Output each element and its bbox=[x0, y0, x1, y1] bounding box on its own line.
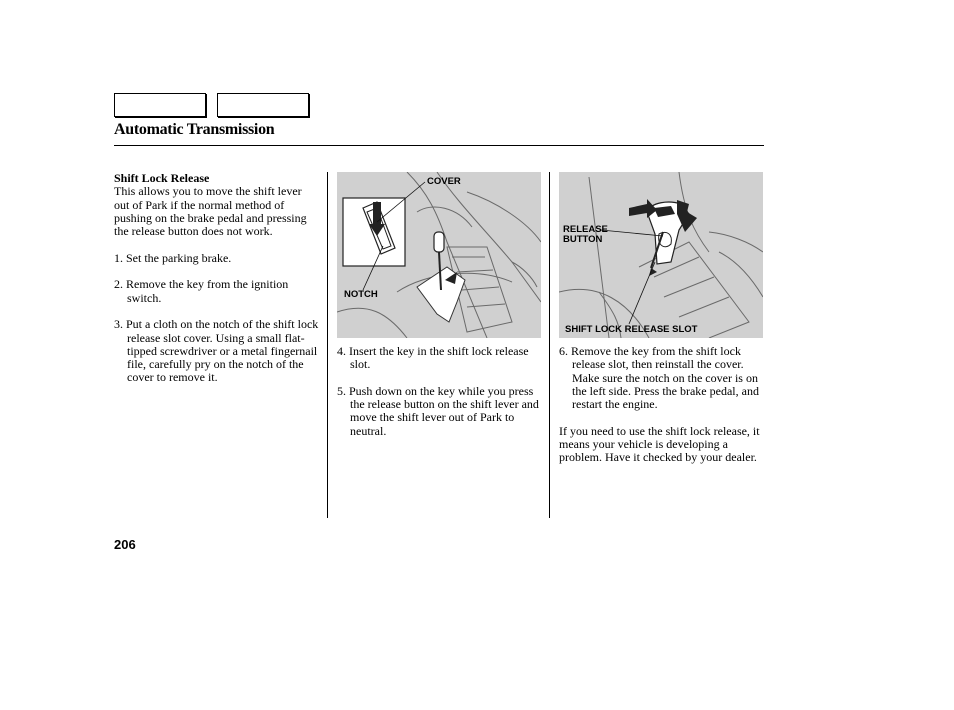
shift-lock-release-slot-label: SHIFT LOCK RELEASE SLOT bbox=[565, 324, 698, 335]
section-title: Automatic Transmission bbox=[114, 121, 275, 138]
dealer-note: If you need to use the shift lock release, it means your vehicle is developing a problem. Have it checked by your dealer. bbox=[559, 423, 760, 465]
cover-removal-illustration bbox=[337, 172, 541, 338]
cover-label: COVER bbox=[427, 176, 461, 187]
key-insertion-drawing bbox=[559, 172, 763, 338]
key-insertion-illustration bbox=[559, 172, 763, 338]
step-1: 1. Set the parking brake. bbox=[114, 250, 232, 265]
release-button-label-line-1: RELEASE bbox=[563, 224, 608, 235]
page-number: 206 bbox=[114, 537, 136, 552]
column-1 bbox=[114, 172, 319, 385]
release-button-label-line-2: BUTTON bbox=[563, 234, 603, 245]
nav-tab-box[interactable] bbox=[217, 93, 309, 117]
title-divider bbox=[114, 145, 764, 146]
step-3: 3. Put a cloth on the notch of the shift lock release slot cover. Using a small flat-tipped screwdriver or a metal fingernail file, carefully pry on the notch of the cover to remove it. bbox=[114, 317, 319, 385]
subsection-heading: Shift Lock Release bbox=[114, 171, 210, 185]
notch-label: NOTCH bbox=[344, 289, 378, 300]
intro-paragraph: This allows you to move the shift lever out of Park if the normal method of pushing on the brake pedal and pressing the release button does not work. bbox=[114, 184, 307, 239]
step-6: 6. Remove the key from the shift lock release slot, then reinstall the cover. Make sure the notch on the cover is on the left side. Press the brake pedal, and restart the engine. bbox=[559, 344, 759, 412]
step-4: 4. Insert the key in the shift lock release slot. bbox=[337, 344, 529, 372]
column-3 bbox=[559, 345, 769, 465]
column-divider bbox=[549, 172, 550, 518]
column-divider bbox=[327, 172, 328, 518]
step-2: 2. Remove the key from the ignition switch. bbox=[114, 277, 289, 305]
step-5: 5. Push down on the key while you press the release button on the shift lever and move the shift lever out of Park to neutral. bbox=[337, 383, 539, 438]
release-button-label bbox=[563, 225, 608, 245]
nav-tab-box[interactable] bbox=[114, 93, 206, 117]
column-2 bbox=[337, 345, 543, 438]
cover-removal-drawing bbox=[337, 172, 541, 338]
